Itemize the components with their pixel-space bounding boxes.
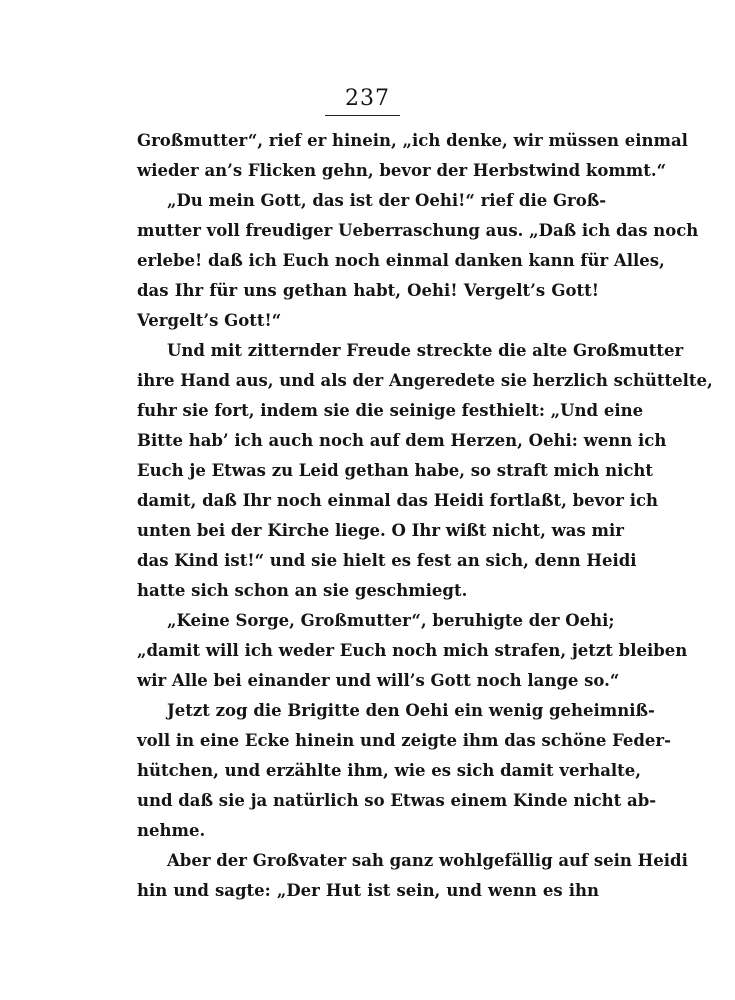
text-line: fuhr sie fort, indem sie die seinige festhielt: „Und eine [137, 401, 644, 420]
text-line: wieder an’s Flicken gehn, bevor der Herbstwind kommt.“ [137, 161, 667, 180]
text-line: hin und sagte: „Der Hut ist sein, und wenn es ihn [137, 881, 599, 900]
text-line: „Du mein Gott, das ist der Oehi!“ rief die Groß- [167, 191, 607, 210]
text-line: und daß sie ja natürlich so Etwas einem Kinde nicht ab- [137, 791, 657, 810]
text-line: „Keine Sorge, Großmutter“, beruhigte der Oehi; [167, 611, 615, 630]
text-line: Großmutter“, rief er hinein, „ich denke, wir müssen einmal [137, 131, 688, 150]
page-number: 237 [345, 86, 390, 111]
text-line: Und mit zitternder Freude streckte die alte Großmutter [167, 341, 684, 360]
text-line: nehme. [137, 821, 206, 840]
text-line: Jetzt zog die Brigitte den Oehi ein wenig geheimniß- [167, 701, 655, 720]
text-line: „damit will ich weder Euch noch mich strafen, jetzt bleiben [137, 641, 688, 660]
text-line: erlebe! daß ich Euch noch einmal danken kann für Alles, [137, 251, 665, 270]
text-line: Aber der Großvater sah ganz wohlgefällig auf sein Heidi [167, 851, 688, 870]
text-line: das Ihr für uns gethan habt, Oehi! Vergelt’s Gott! [137, 281, 599, 300]
text-line: mutter voll freudiger Ueberraschung aus. „Daß ich das noch [137, 221, 699, 240]
text-line: das Kind ist!“ und sie hielt es fest an sich, denn Heidi [137, 551, 637, 570]
text-line: ihre Hand aus, und als der Angeredete sie herzlich schüttelte, [137, 371, 713, 390]
text-line: hatte sich schon an sie geschmiegt. [137, 581, 468, 600]
text-line: Bitte hab’ ich auch noch auf dem Herzen, Oehi: wenn ich [137, 431, 667, 450]
text-line: Euch je Etwas zu Leid gethan habe, so straft mich nicht [137, 461, 653, 480]
body-text [137, 126, 713, 906]
text-line: unten bei der Kirche liege. O Ihr wißt nicht, was mir [137, 521, 624, 540]
text-line: hütchen, und erzählte ihm, wie es sich damit verhalte, [137, 761, 642, 780]
text-line: damit, daß Ihr noch einmal das Heidi fortlaßt, bevor ich [137, 491, 659, 510]
header-rule [325, 115, 400, 116]
text-line: wir Alle bei einander und will’s Gott noch lange so.“ [137, 671, 620, 690]
text-line: voll in eine Ecke hinein und zeigte ihm das schöne Feder- [137, 731, 671, 750]
text-line: Vergelt’s Gott!“ [137, 311, 282, 330]
